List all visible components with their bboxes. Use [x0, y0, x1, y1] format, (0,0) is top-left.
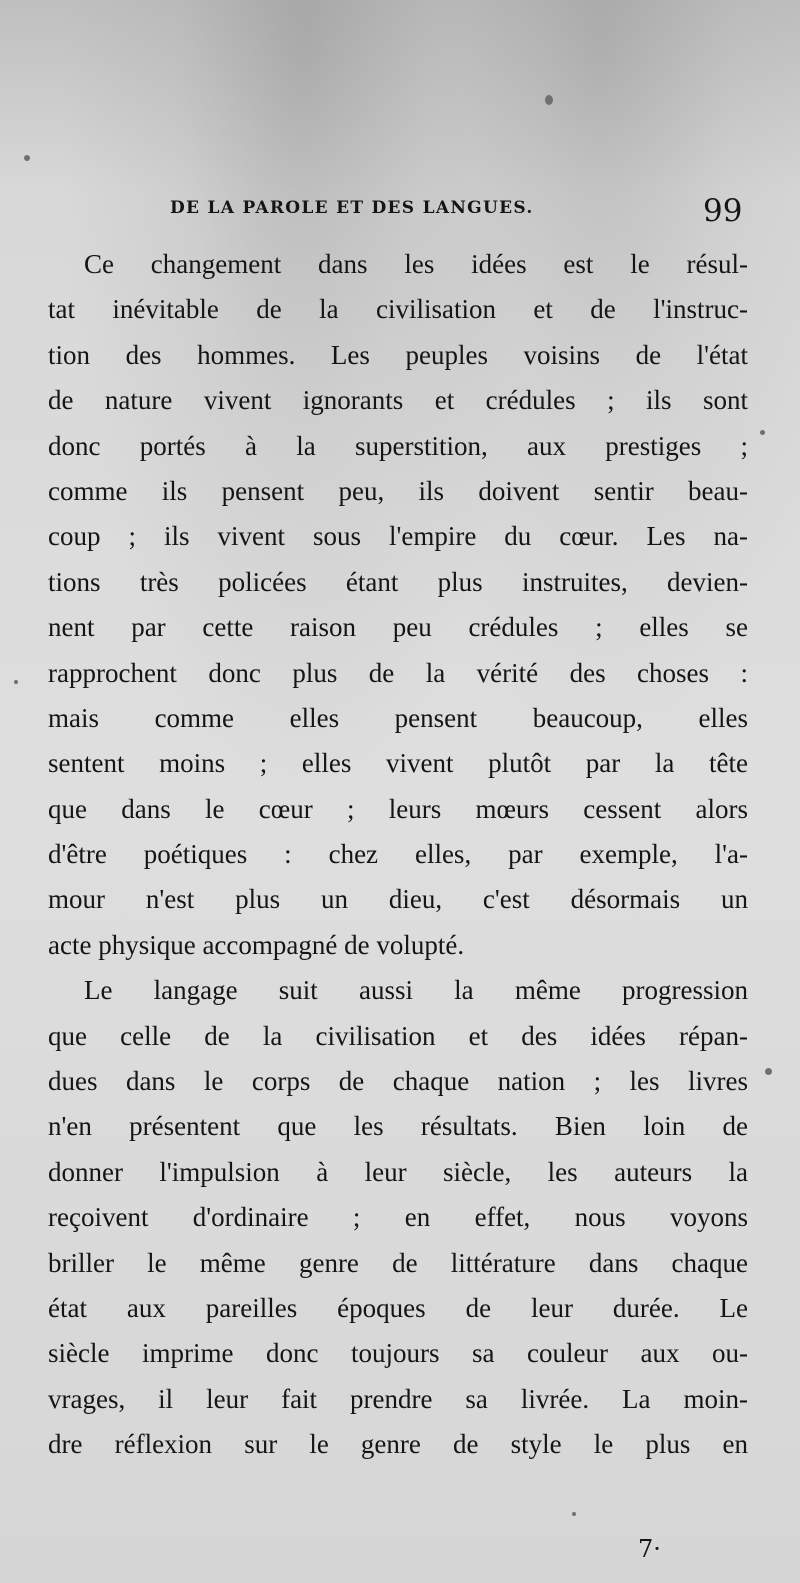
- text-line: briller le même genre de littérature dans chaque: [48, 1247, 748, 1278]
- text-line: d'être poétiques : chez elles, par exemple, l'a-: [48, 839, 748, 870]
- text-line: que dans le cœur ; leurs mœurs cessent alors: [48, 793, 748, 824]
- paper-speck: [760, 430, 765, 435]
- text-line: que celle de la civilisation et des idées répan-: [48, 1020, 748, 1051]
- text-line: rapprochent donc plus de la vérité des choses :: [48, 657, 748, 688]
- text-line: tion des hommes. Les peuples voisins de l'état: [48, 339, 748, 370]
- text-line: Le langage suit aussi la même progression: [84, 975, 748, 1006]
- running-head: DE LA PAROLE ET DES LANGUES.: [170, 198, 534, 218]
- text-line: coup ; ils vivent sous l'empire du cœur. Les na-: [48, 521, 748, 552]
- text-line: siècle imprime donc toujours sa couleur aux ou-: [48, 1338, 748, 1369]
- text-line: mour n'est plus un dieu, c'est désormais un: [48, 884, 748, 915]
- text-line: donner l'impulsion à leur siècle, les auteurs la: [48, 1156, 748, 1187]
- text-line: reçoivent d'ordinaire ; en effet, nous voyons: [48, 1202, 748, 1233]
- text-line: dre réflexion sur le genre de style le plus en: [48, 1429, 748, 1460]
- text-line: mais comme elles pensent beaucoup, elles: [48, 702, 748, 733]
- page-number: 99: [703, 193, 743, 229]
- paper-speck: [572, 1512, 576, 1516]
- body-text: [48, 242, 748, 1468]
- paper-speck: [14, 680, 18, 684]
- paper-speck: [765, 1068, 772, 1075]
- text-line: sentent moins ; elles vivent plutôt par la tête: [48, 748, 748, 779]
- paper-speck: [545, 95, 553, 105]
- text-line: acte physique accompagné de volupté.: [48, 929, 465, 960]
- signature-mark: 7·: [638, 1535, 661, 1563]
- text-line: nent par cette raison peu crédules ; elles se: [48, 612, 748, 643]
- text-line: tions très policées étant plus instruites, devien-: [48, 566, 748, 597]
- text-line: vrages, il leur fait prendre sa livrée. La moin-: [48, 1383, 748, 1414]
- text-line: Ce changement dans les idées est le résul-: [84, 249, 748, 279]
- text-line: tat inévitable de la civilisation et de l'instruc-: [48, 294, 748, 325]
- text-line: n'en présentent que les résultats. Bien loin de: [48, 1111, 748, 1142]
- text-line: donc portés à la superstition, aux prestiges ;: [48, 430, 748, 461]
- paper-speck: [24, 155, 30, 161]
- text-line: dues dans le corps de chaque nation ; les livres: [48, 1066, 748, 1097]
- text-line: état aux pareilles époques de leur durée. Le: [48, 1292, 748, 1323]
- text-line: de nature vivent ignorants et crédules ; ils sont: [48, 385, 748, 416]
- text-line: comme ils pensent peu, ils doivent sentir beau-: [48, 475, 748, 506]
